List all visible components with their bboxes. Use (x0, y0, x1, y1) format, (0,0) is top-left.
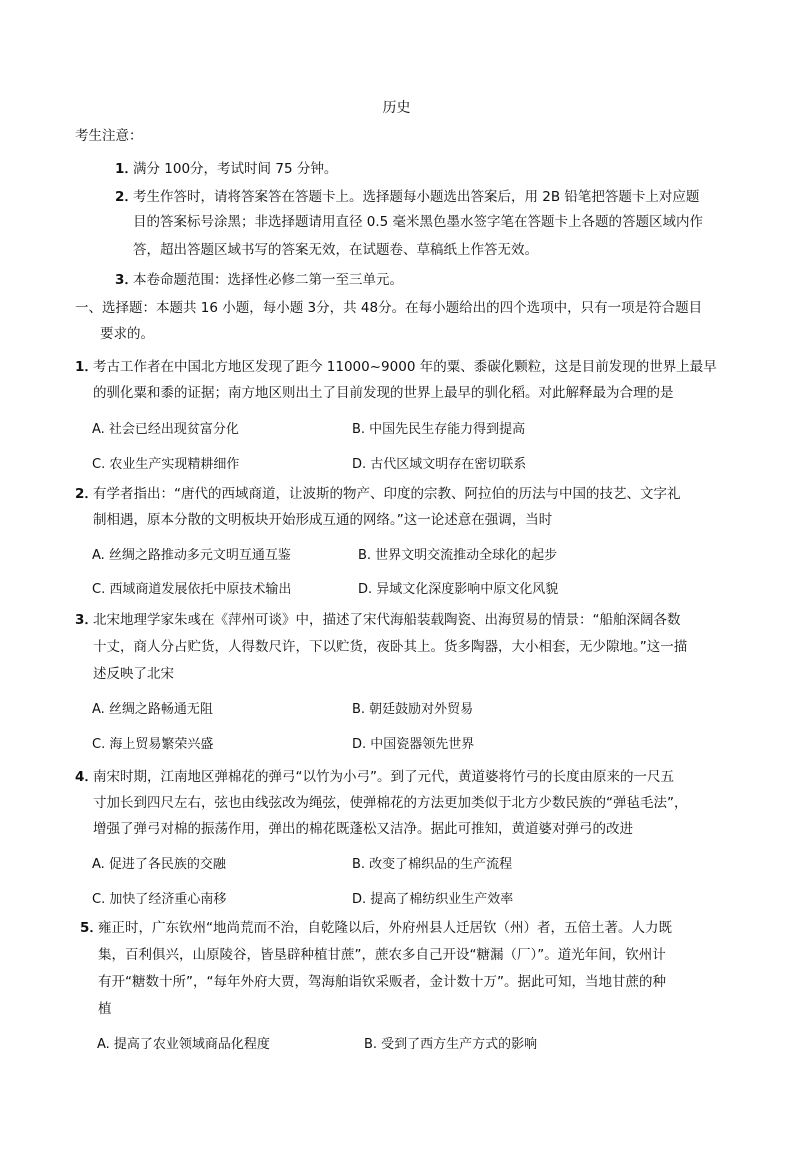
notice-line: 本卷命题范围：选择性必修二第一至三单元。 (133, 272, 403, 288)
question-text: 十丈，商人分占贮货，人得数尺许，下以贮货，夜卧其上。货多陶器，大小相套，无少隙地。”这一描 (93, 639, 688, 655)
option-c[interactable]: C. 加快了经济重心南移 (92, 892, 227, 907)
option-b[interactable]: B. 朝廷鼓励对外贸易 (352, 702, 474, 717)
question-text: 制相遇，原本分散的文明板块开始形成互通的网络。”这一论述意在强调，当时 (93, 512, 553, 528)
option-a[interactable]: A. 社会已经出现贫富分化 (92, 422, 239, 437)
question-number: 1． (75, 359, 98, 375)
option-b[interactable]: B. 受到了西方生产方式的影响 (364, 1037, 538, 1052)
question-text: 集，百利俱兴，山原陵谷，皆垦辟种植甘蔗”，蔗农多自己开设“糖漏（厂）”。道光年间，钦州计 (98, 947, 666, 963)
question-number: 3． (75, 612, 98, 628)
question-number: 4． (75, 769, 98, 785)
page-title: 历史 (382, 100, 411, 116)
question-text: 述反映了北宋 (93, 666, 174, 682)
notice-heading: 考生注意： (75, 128, 143, 144)
notice-line: 考生作答时，请将答案答在答题卡上。选择题每小题选出答案后，用 2B 铅笔把答题卡上对应题 (133, 189, 700, 205)
notice-line: 答，超出答题区域书写的答案无效，在试题卷、草稿纸上作答无效。 (133, 242, 538, 258)
notice-number: 1． (115, 161, 138, 177)
section-heading: 一、选择题：本题共 16 小题，每小题 3分，共 48分。在每小题给出的四个选项中，只有一项是符合题目 (75, 300, 703, 316)
option-a[interactable]: A. 促进了各民族的交融 (92, 857, 226, 872)
option-c[interactable]: C. 农业生产实现精耕细作 (92, 457, 240, 472)
question-text: 南宋时期，江南地区弹棉花的弹弓“以竹为小弓”。到了元代，黄道婆将竹弓的长度由原来的一尺五 (93, 769, 674, 785)
notice-line: 目的答案标号涂黑；非选择题请用直径 0.5 毫米黑色墨水签字笔在答题卡上各题的答题区域内作 (133, 214, 704, 230)
option-a[interactable]: A. 丝绸之路推动多元文明互通互鉴 (92, 548, 291, 563)
option-a[interactable]: A. 丝绸之路畅通无阻 (92, 702, 213, 717)
question-text: 有开“糖数十所”，“每年外府大贾，驾海舶诣钦采贩者，金计数十万”。据此可知，当地甘蔗的种 (98, 974, 666, 990)
question-text: 雍正时，广东钦州“地尚荒而不治，自乾隆以后，外府州县人迁居钦（州）者，五倍土著。人力既 (98, 920, 672, 936)
option-b[interactable]: B. 中国先民生存能力得到提高 (352, 422, 526, 437)
option-d[interactable]: D. 古代区域文明存在密切联系 (352, 457, 527, 472)
question-text: 寸加长到四尺左右，弦也由线弦改为绳弦，使弹棉花的方法更加类似于北方少数民族的“弹毡毛法”， (93, 795, 688, 811)
question-number: 2． (75, 486, 98, 502)
question-text: 考古工作者在中国北方地区发现了距今 11000~9000 年的粟、黍碳化颗粒，这是目前发现的世界上最早 (93, 359, 717, 375)
question-text: 有学者指出：“唐代的西域商道，让波斯的物产、印度的宗教、阿拉伯的历法与中国的技艺、文字礼 (93, 486, 681, 502)
option-b[interactable]: B. 世界文明交流推动全球化的起步 (358, 548, 558, 563)
option-a[interactable]: A. 提高了农业领域商品化程度 (97, 1037, 270, 1052)
section-heading: 要求的。 (100, 326, 154, 342)
question-text: 北宋地理学家朱彧在《萍州可谈》中，描述了宋代海船装载陶瓷、出海贸易的情景：“船舶深阔各数 (93, 612, 681, 628)
option-d[interactable]: D. 中国瓷器领先世界 (352, 737, 475, 752)
notice-number: 3． (115, 272, 138, 288)
question-text: 的驯化粟和黍的证据；南方地区则出土了目前发现的世界上最早的驯化稻。对此解释最为合理的是 (93, 385, 674, 401)
question-text: 植 (98, 1001, 112, 1017)
notice-line: 满分 100分，考试时间 75 分钟。 (133, 161, 338, 177)
question-text: 增强了弹弓对棉的振荡作用，弹出的棉花既蓬松又洁净。据此可推知，黄道婆对弹弓的改进 (93, 821, 633, 837)
option-d[interactable]: D. 提高了棉纺织业生产效率 (352, 892, 514, 907)
option-c[interactable]: C. 西域商道发展依托中原技术输出 (92, 582, 292, 597)
option-c[interactable]: C. 海上贸易繁荣兴盛 (92, 737, 214, 752)
question-number: 5． (80, 920, 103, 936)
option-d[interactable]: D. 异域文化深度影响中原文化风貌 (358, 582, 559, 597)
notice-number: 2． (115, 189, 138, 205)
option-b[interactable]: B. 改变了棉织品的生产流程 (352, 857, 513, 872)
